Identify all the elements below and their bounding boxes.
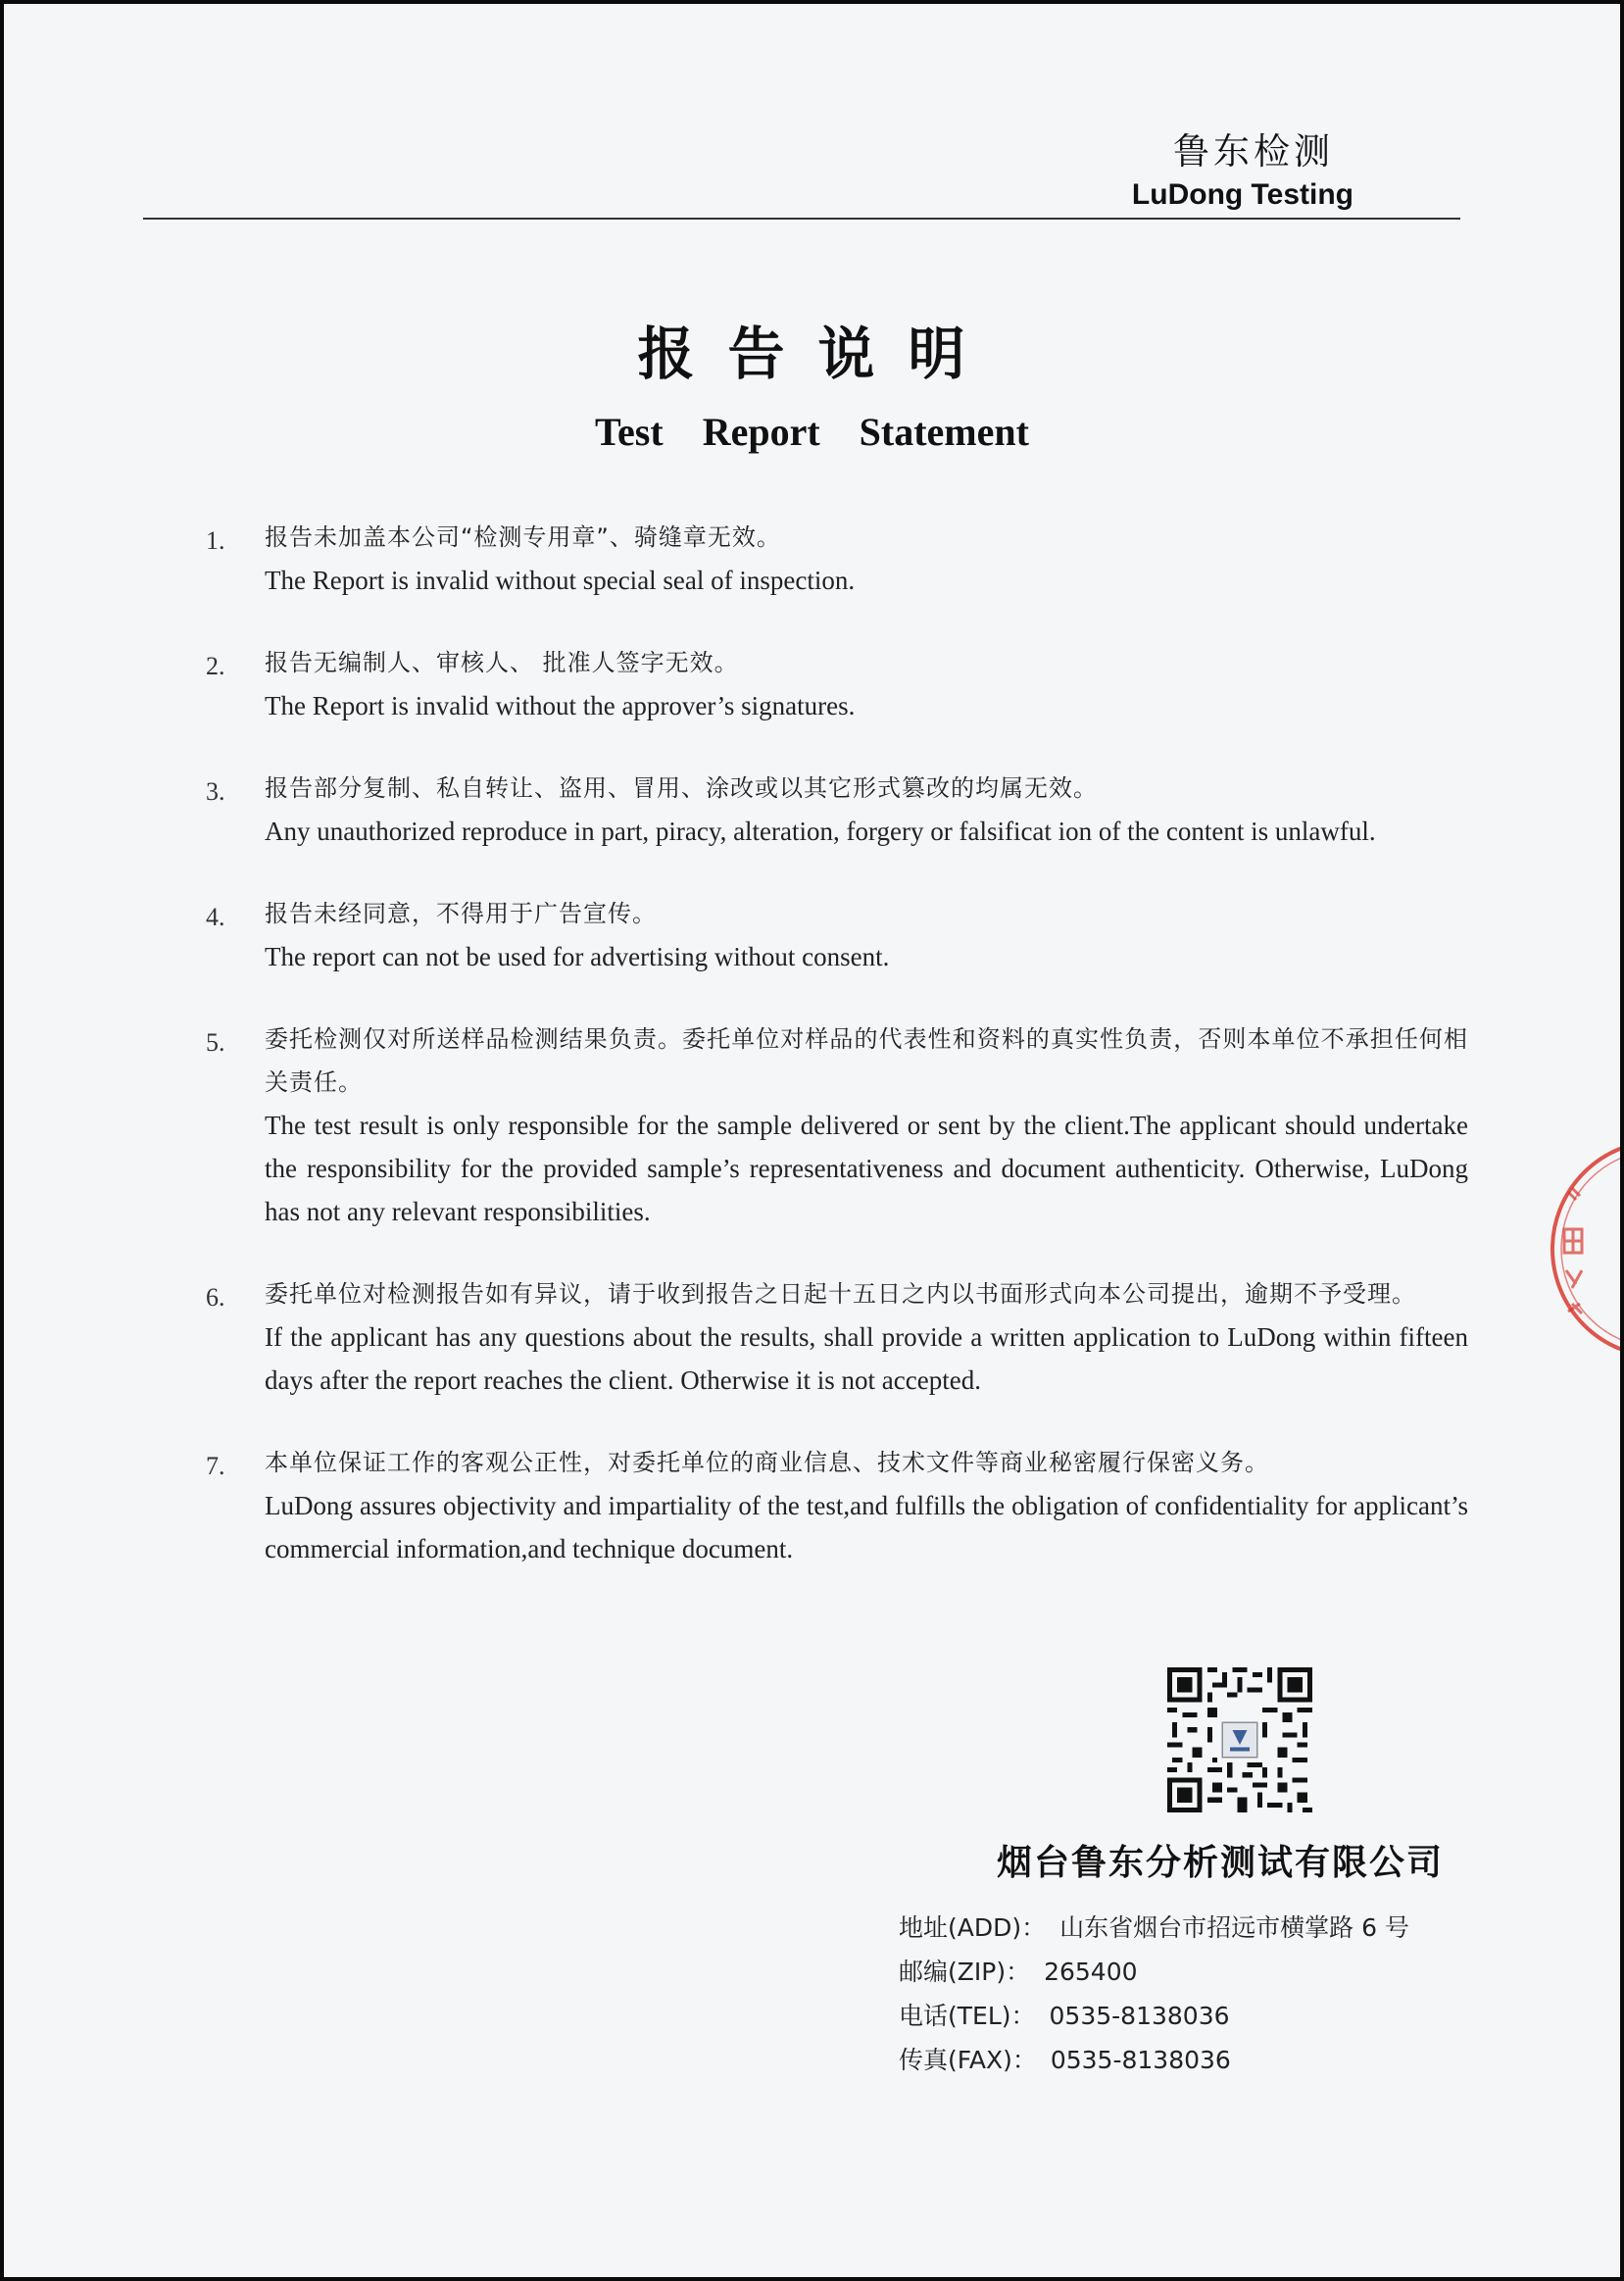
- item-number: 1.: [206, 526, 225, 555]
- contact-value: 265400: [1044, 1958, 1138, 1986]
- red-seal-stamp: [1543, 1131, 1620, 1366]
- item-text-en: The Report is invalid without special seal of inspection.: [265, 566, 856, 595]
- statement-item-1: [202, 516, 1468, 602]
- item-number: 5.: [206, 1028, 225, 1057]
- page-title-en: Test Report Statement: [595, 410, 1029, 454]
- item-text-cn: 报告无编制人、审核人、 批准人签字无效。: [265, 649, 739, 676]
- item-text-cn: 报告部分复制、私自转让、盗用、冒用、涂改或以其它形式篡改的均属无效。: [265, 774, 1098, 802]
- item-text-cn: 本单位保证工作的客观公正性，对委托单位的商业信息、技术文件等商业秘密履行保密义务。: [265, 1449, 1269, 1476]
- statement-item-5: [202, 1017, 1468, 1233]
- header-divider: [143, 218, 1460, 220]
- statement-item-7: [202, 1441, 1468, 1570]
- contact-label: 地址(ADD)：: [899, 1913, 1047, 1942]
- item-text-cn: 报告未加盖本公司“检测专用章”、骑缝章无效。: [265, 523, 781, 551]
- contact-address: [899, 1906, 1409, 1950]
- brand-name-en: LuDong Testing: [1131, 178, 1353, 211]
- qr-code-icon: [1167, 1667, 1312, 1812]
- statement-item-4: [202, 892, 1468, 978]
- item-text-cn: 报告未经同意，不得用于广告宣传。: [265, 900, 657, 927]
- contact-value: 0535-8138036: [1049, 2002, 1230, 2030]
- company-name: 烟台鲁东分析测试有限公司: [996, 1843, 1444, 1883]
- page-title-cn: 报告说明: [637, 321, 999, 387]
- report-page: [4, 4, 1620, 2277]
- contact-value: 0535-8138036: [1050, 2046, 1231, 2074]
- item-number: 4.: [206, 903, 225, 931]
- item-text-en: If the applicant has any questions about the results, shall provide a written application to LuDong within fifteen days after the report reaches the client. Otherwise it is not accepted.: [265, 1322, 1468, 1395]
- contact-label: 邮编(ZIP)：: [899, 1958, 1031, 1986]
- item-number: 7.: [206, 1452, 225, 1480]
- statement-item-6: [202, 1272, 1468, 1402]
- contact-label: 传真(FAX)：: [899, 2046, 1037, 2074]
- contact-zip: [899, 1950, 1409, 1994]
- item-number: 2.: [206, 652, 225, 680]
- item-text-cn: 委托单位对检测报告如有异议，请于收到报告之日起十五日之内以书面形式向本公司提出，逾期不予受理。: [265, 1280, 1416, 1308]
- item-number: 3.: [206, 777, 225, 806]
- contact-fax: [899, 2038, 1409, 2082]
- contact-label: 电话(TEL)：: [899, 2002, 1036, 2030]
- item-text-en: The Report is invalid without the approver’s signatures.: [265, 691, 856, 720]
- item-text-en: The test result is only responsible for the sample delivered or sent by the client.The applicant should undertake the responsibility for the provided sample’s representativeness and document authenticity. Otherwise, LuDong has not any relevant responsibilities.: [265, 1111, 1468, 1226]
- brand-name-cn: 鲁东检测: [1173, 130, 1334, 173]
- item-text-en: Any unauthorized reproduce in part, piracy, alteration, forgery or falsificat ion of the content is unlawful.: [265, 817, 1376, 846]
- statement-item-2: [202, 641, 1468, 727]
- item-number: 6.: [206, 1283, 225, 1312]
- item-text-en: LuDong assures objectivity and impartiality of the test,and fulfills the obligation of confidentiality for applicant’s commercial information,and technique document.: [265, 1491, 1468, 1563]
- item-text-cn: 委托检测仅对所送样品检测结果负责。委托单位对样品的代表性和资料的真实性负责，否则本单位不承担任何相关责任。: [265, 1025, 1468, 1096]
- contact-tel: [899, 1994, 1409, 2038]
- company-contact-block: [899, 1906, 1409, 2082]
- statement-item-3: [202, 767, 1468, 853]
- item-text-en: The report can not be used for advertising without consent.: [265, 942, 890, 971]
- statement-list: [202, 516, 1468, 1610]
- contact-value: 山东省烟台市招远市横掌路 6 号: [1059, 1913, 1409, 1942]
